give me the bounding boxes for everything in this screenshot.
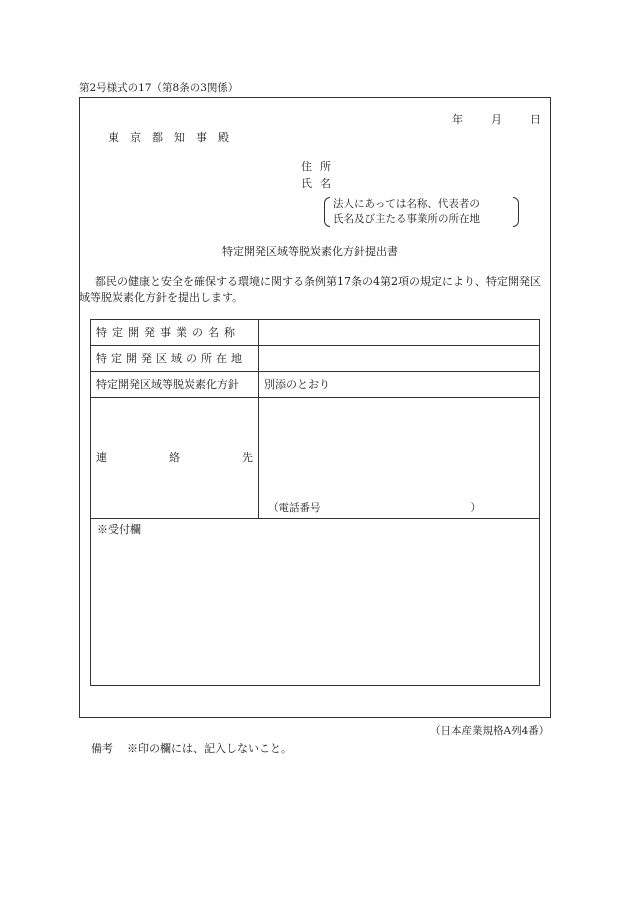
contact-char-2: 絡: [169, 451, 180, 465]
table-row: [91, 372, 540, 398]
form-number-label: 第2号様式の17（第8条の3関係）: [79, 82, 239, 94]
phone-close: ）: [470, 502, 481, 515]
contact-field[interactable]: [259, 398, 540, 519]
phone-open: （電話番号: [268, 502, 321, 515]
corp-note-line1: 法人にあっては名称、代表者の: [333, 198, 480, 210]
receipt-label: ※受付欄: [97, 523, 141, 536]
contact-label: [91, 398, 259, 519]
body-text: 都民の健康と安全を確保する環境に関する条例第17条の4第2項の規定により、特定開発区域等脱炭素化方針を提出します。: [79, 275, 541, 304]
remark-text: ※印の欄には、記入しないこと。: [127, 742, 292, 755]
phone-number-label: [268, 502, 481, 515]
date-line: [452, 113, 541, 126]
contact-char-3: 先: [242, 451, 253, 465]
document-title: 特定開発区域等脱炭素化方針提出書: [222, 245, 398, 258]
address-label: 住所: [301, 160, 339, 173]
table-row: [91, 320, 540, 346]
corporation-note: [324, 196, 519, 230]
body-paragraph: [79, 274, 549, 306]
table-row: [91, 398, 540, 519]
addressee: 東京都知事殿: [108, 131, 240, 144]
contact-char-1: 連: [96, 451, 107, 465]
decarbonization-policy-field[interactable]: 別添のとおり: [259, 372, 540, 398]
receipt-box: [90, 519, 540, 686]
project-name-label: 特定開発事業の名称: [91, 320, 259, 346]
name-label: 氏名: [301, 177, 339, 190]
area-location-field[interactable]: [259, 346, 540, 372]
info-table: [90, 319, 540, 519]
corp-note-line2: 氏名及び主たる事業所の所在地: [333, 213, 480, 225]
paper-standard-note: （日本産業規格A列4番）: [430, 725, 550, 737]
remark: [91, 742, 292, 755]
project-name-field[interactable]: [259, 320, 540, 346]
decarbonization-policy-label: 特定開発区域等脱炭素化方針: [91, 372, 259, 398]
bracket-right: [513, 197, 519, 227]
table-row: [91, 346, 540, 372]
bracket-left: [324, 197, 330, 227]
date-year-label: 年: [452, 113, 463, 126]
date-month-label: 月: [491, 113, 502, 126]
date-day-label: 日: [530, 113, 541, 126]
remark-head: 備考: [91, 742, 113, 755]
area-location-label: 特定開発区域の所在地: [91, 346, 259, 372]
